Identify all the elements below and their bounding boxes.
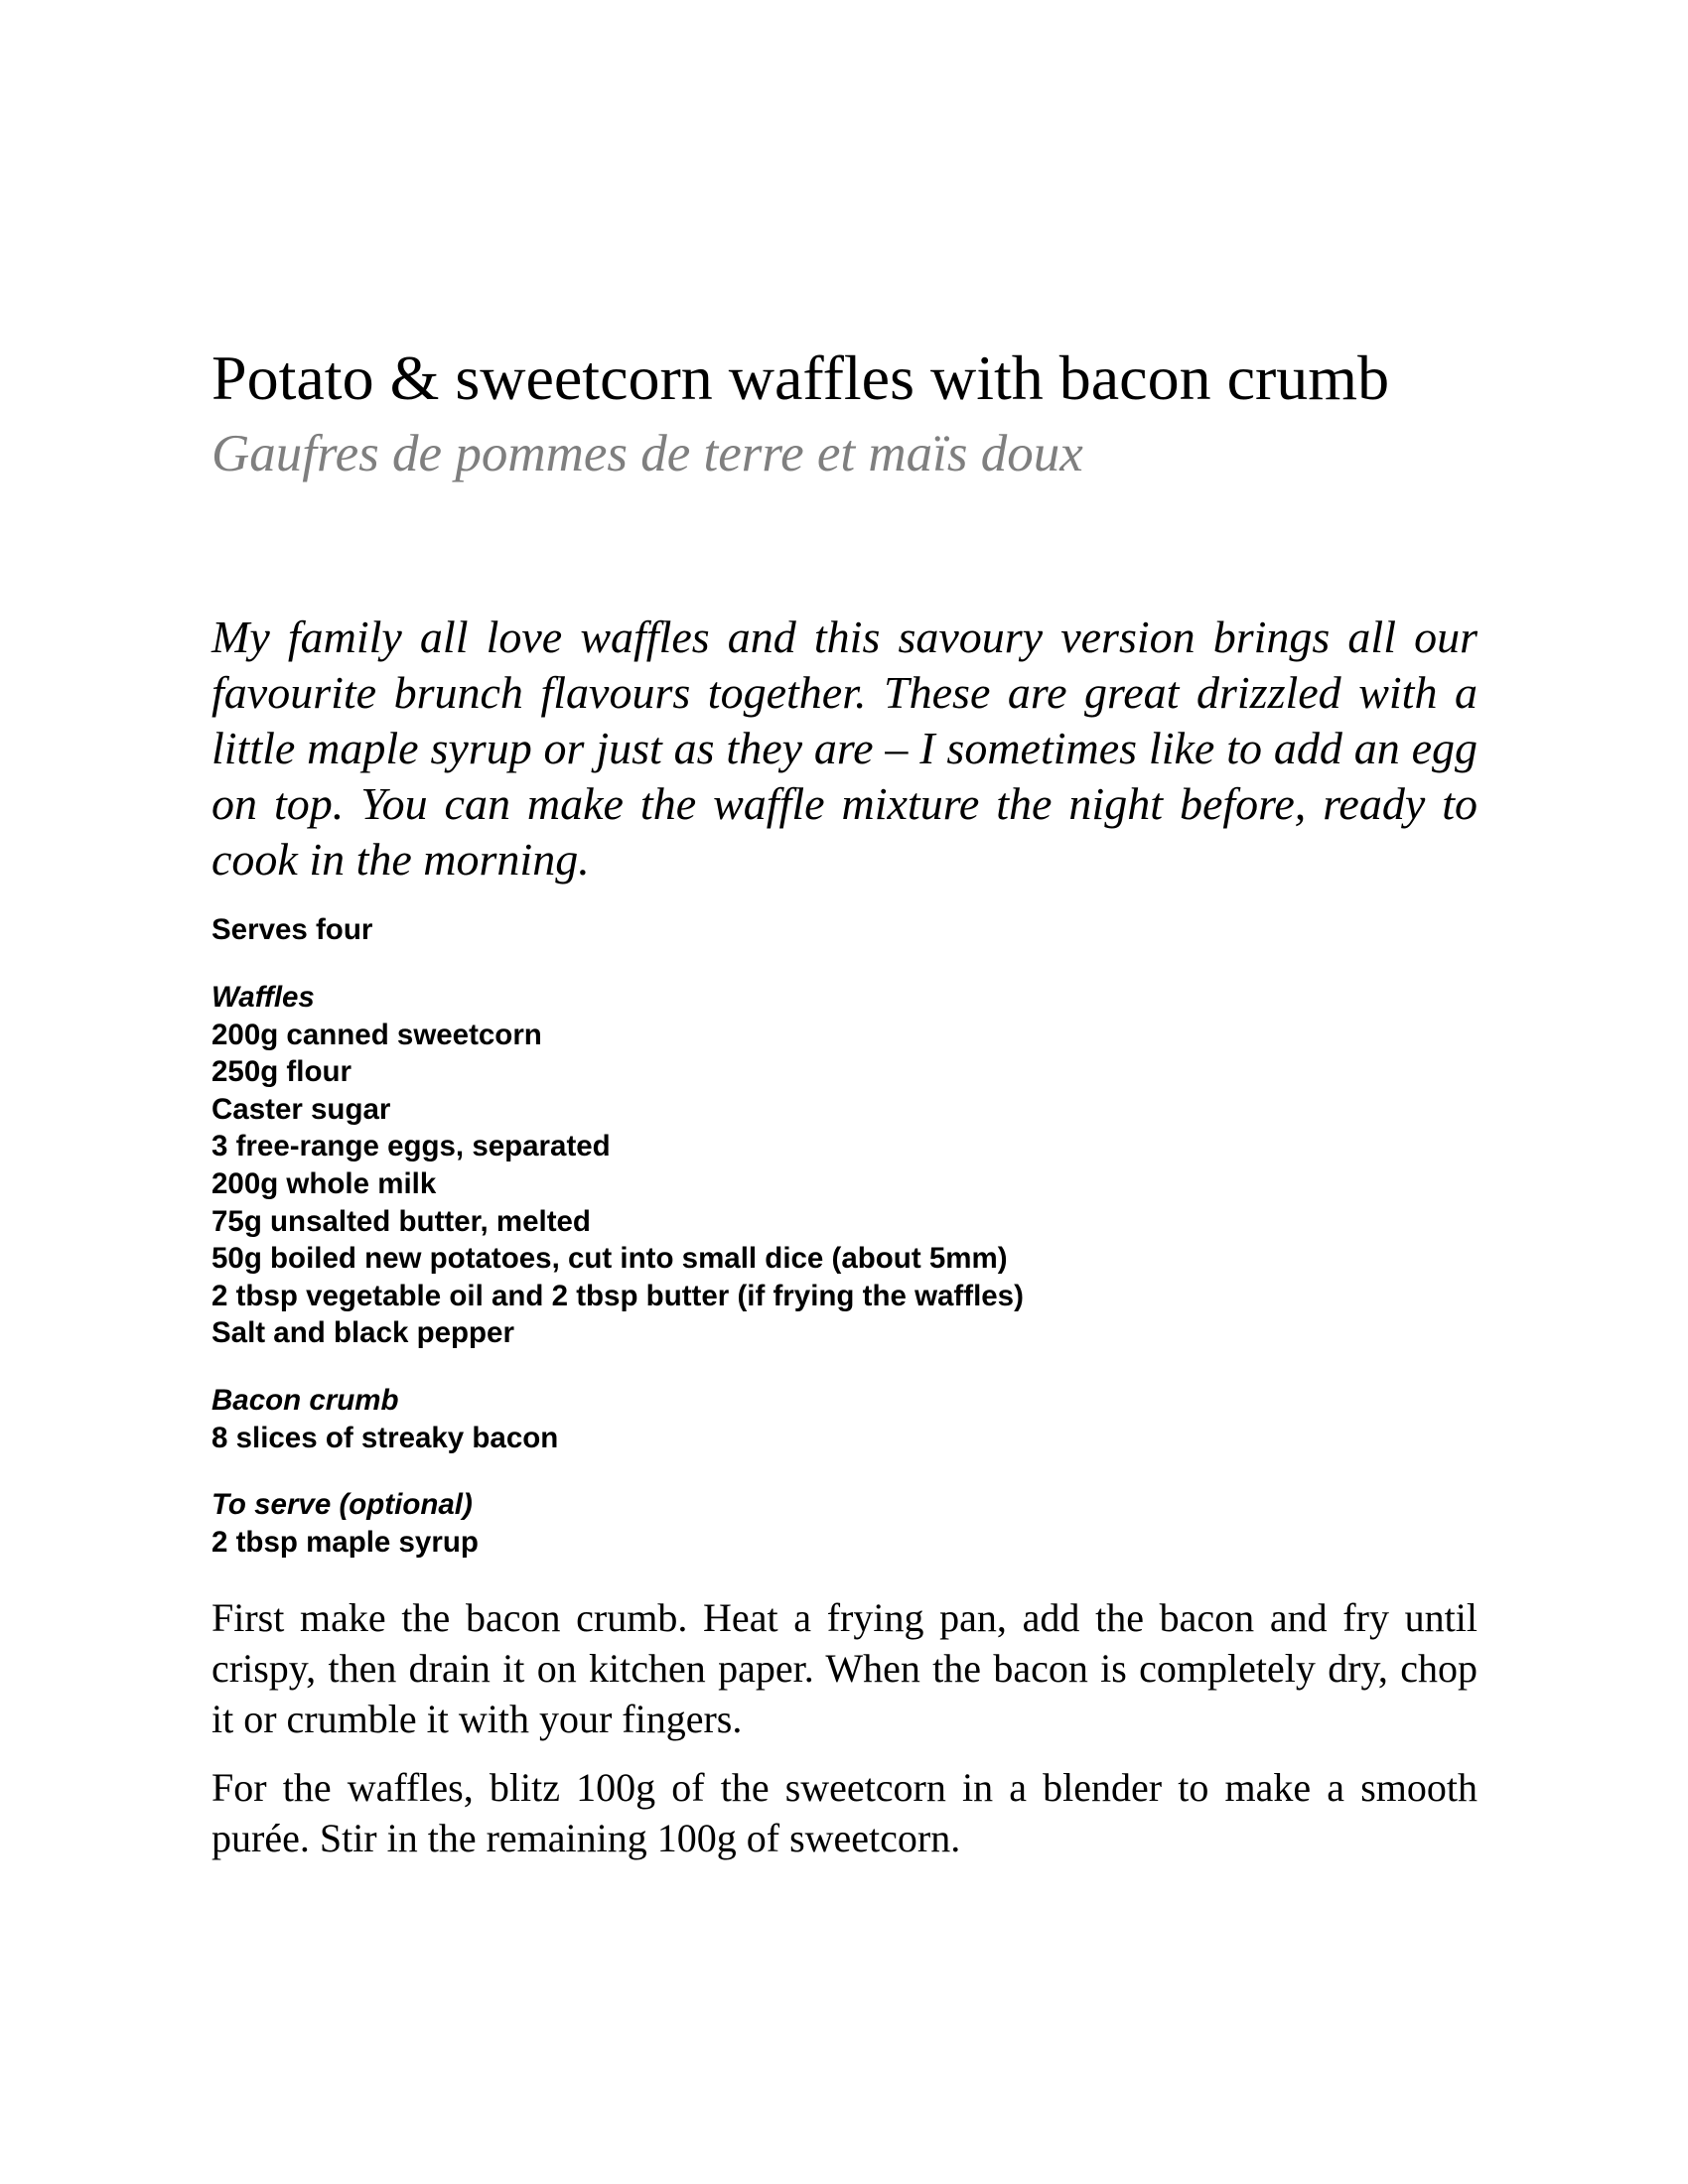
ingredient-list [211, 1420, 1477, 1457]
ingredient-item: 2 tbsp vegetable oil and 2 tbsp butter (if frying the waffles) [211, 1279, 1024, 1312]
method-paragraph: For the waffles, blitz 100g of the sweetcorn in a blender to make a smooth purée. Stir in the remaining 100g of sweetcorn. [211, 1765, 1477, 1861]
recipe-title: Potato & sweetcorn waffles with bacon crumb [211, 342, 1390, 413]
ingredients-to-serve [211, 1486, 1477, 1561]
ingredients-heading: Bacon crumb [211, 1383, 399, 1417]
ingredients-waffles [211, 979, 1477, 1352]
ingredient-item: Salt and black pepper [211, 1316, 514, 1350]
ingredient-item: 2 tbsp maple syrup [211, 1525, 479, 1559]
ingredient-list [211, 1017, 1477, 1352]
method-section [211, 1592, 1477, 1863]
ingredient-item: 50g boiled new potatoes, cut into small dice (about 5mm) [211, 1242, 1008, 1276]
ingredient-item: 75g unsalted butter, melted [211, 1204, 591, 1238]
ingredient-item: Caster sugar [211, 1092, 391, 1126]
ingredient-item: 200g canned sweetcorn [211, 1018, 542, 1051]
ingredient-item: 200g whole milk [211, 1166, 437, 1200]
recipe-subtitle: Gaufres de pommes de terre et maïs doux [211, 425, 1083, 482]
ingredients-bacon-crumb [211, 1382, 1477, 1456]
ingredients-heading: Waffles [211, 981, 315, 1014]
recipe-intro: My family all love waffles and this savoury version brings all our favourite brunch flavours together. These are great drizzled with a little maple syrup or just as they are – I sometimes like to add an egg on top. You can make the waffle mixture the night before, ready to cook in the morning. [211, 612, 1477, 885]
serves-label: Serves four [211, 913, 373, 946]
ingredient-item: 250g flour [211, 1055, 352, 1089]
ingredients-heading: To serve (optional) [211, 1488, 473, 1522]
method-paragraph: First make the bacon crumb. Heat a frying pan, add the bacon and fry until crispy, then drain it on kitchen paper. When the bacon is completely dry, chop it or crumble it with your fingers. [211, 1595, 1477, 1742]
ingredient-item: 8 slices of streaky bacon [211, 1421, 559, 1454]
ingredient-item: 3 free-range eggs, separated [211, 1130, 611, 1163]
recipe-page [211, 338, 1477, 1881]
ingredient-list [211, 1524, 1477, 1562]
